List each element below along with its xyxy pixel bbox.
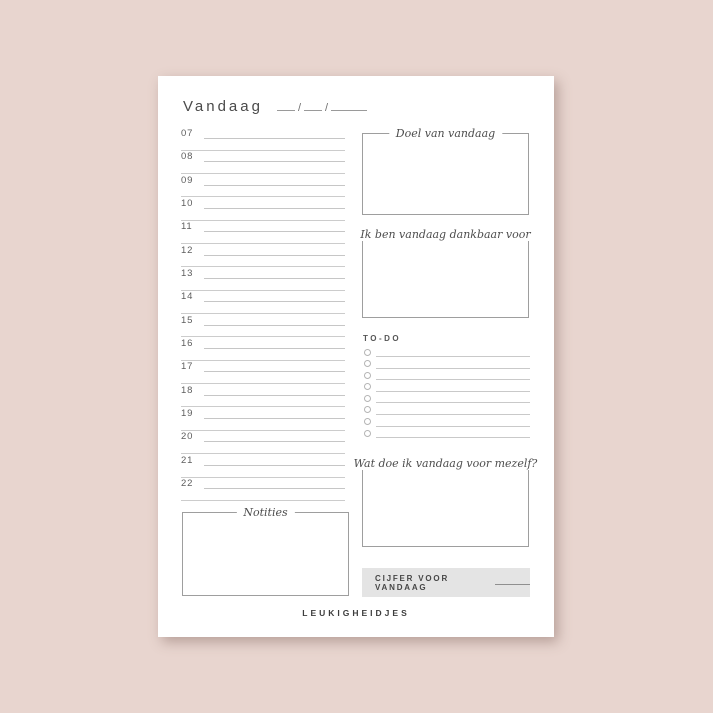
schedule-hour-row [181, 339, 345, 362]
grateful-box[interactable] [360, 228, 531, 318]
schedule-hour-row [181, 456, 345, 479]
grateful-box-title: Ik ben vandaag dankbaar voor [353, 228, 537, 241]
hour-label: 21 [181, 454, 194, 466]
hour-label: 22 [181, 478, 194, 490]
todo-writing-line[interactable] [376, 402, 530, 403]
notes-box[interactable] [182, 506, 349, 596]
todo-row [362, 393, 530, 405]
half-hour-writing-line[interactable] [181, 500, 345, 501]
todo-row [362, 382, 530, 394]
hour-writing-line[interactable] [204, 371, 345, 372]
selfcare-box[interactable] [353, 457, 538, 547]
todo-checkbox[interactable] [364, 372, 371, 379]
half-hour-writing-line[interactable] [181, 290, 345, 291]
hour-writing-line[interactable] [204, 395, 345, 396]
schedule-hour-row [181, 362, 345, 385]
date-month-blank[interactable] [304, 99, 322, 111]
hour-label: 13 [181, 268, 194, 280]
schedule-hour-row [181, 432, 345, 455]
half-hour-writing-line[interactable] [181, 173, 345, 174]
todo-list [362, 347, 530, 440]
hour-label: 12 [181, 244, 194, 256]
todo-writing-line[interactable] [376, 426, 530, 427]
date-field [277, 99, 367, 114]
brand-logo: LEUKIGHEIDJES [302, 608, 410, 618]
hour-label: 10 [181, 198, 194, 210]
hour-writing-line[interactable] [204, 488, 345, 489]
half-hour-writing-line[interactable] [181, 383, 345, 384]
todo-checkbox[interactable] [364, 406, 371, 413]
hour-writing-line[interactable] [204, 255, 345, 256]
todo-checkbox[interactable] [364, 383, 371, 390]
notes-box-title: Notities [236, 506, 294, 519]
half-hour-writing-line[interactable] [181, 477, 345, 478]
grade-bar [362, 568, 530, 597]
todo-checkbox[interactable] [364, 430, 371, 437]
schedule-hour-row [181, 316, 345, 339]
hour-label: 15 [181, 314, 194, 326]
todo-row [362, 428, 530, 440]
page-title: Vandaag [183, 98, 263, 115]
todo-checkbox[interactable] [364, 360, 371, 367]
half-hour-writing-line[interactable] [181, 313, 345, 314]
hour-writing-line[interactable] [204, 161, 345, 162]
schedule-hour-row [181, 129, 345, 152]
grade-writing-line[interactable] [495, 584, 530, 585]
goal-box-title: Doel van vandaag [389, 127, 502, 140]
date-day-blank[interactable] [277, 99, 295, 111]
hour-writing-line[interactable] [204, 138, 345, 139]
date-slash: / [297, 102, 302, 114]
hour-writing-line[interactable] [204, 465, 345, 466]
page-header [183, 98, 367, 115]
hour-label: 11 [181, 221, 193, 233]
half-hour-writing-line[interactable] [181, 406, 345, 407]
schedule-hour-row [181, 479, 345, 502]
todo-writing-line[interactable] [376, 391, 530, 392]
todo-row [362, 359, 530, 371]
hour-writing-line[interactable] [204, 208, 345, 209]
todo-checkbox[interactable] [364, 349, 371, 356]
date-slash: / [325, 102, 329, 114]
hour-writing-line[interactable] [204, 348, 345, 349]
goal-box[interactable] [362, 127, 529, 215]
hour-writing-line[interactable] [204, 418, 345, 419]
selfcare-box-title: Wat doe ik vandaag voor mezelf? [347, 457, 545, 470]
todo-writing-line[interactable] [376, 368, 530, 369]
half-hour-writing-line[interactable] [181, 360, 345, 361]
half-hour-writing-line[interactable] [181, 243, 345, 244]
hour-writing-line[interactable] [204, 185, 345, 186]
todo-writing-line[interactable] [376, 437, 530, 438]
schedule [181, 129, 345, 503]
todo-writing-line[interactable] [376, 414, 530, 415]
schedule-hour-row [181, 386, 345, 409]
todo-row [362, 347, 530, 359]
half-hour-writing-line[interactable] [181, 220, 345, 221]
todo-row [362, 405, 530, 417]
hour-writing-line[interactable] [204, 441, 345, 442]
schedule-hour-row [181, 222, 345, 245]
half-hour-writing-line[interactable] [181, 266, 345, 267]
todo-label: TO-DO [363, 334, 402, 343]
hour-label: 18 [181, 384, 194, 396]
hour-label: 08 [181, 151, 194, 163]
grade-label: CIJFER VOOR VANDAAG [375, 573, 450, 592]
hour-writing-line[interactable] [204, 231, 345, 232]
schedule-hour-row [181, 409, 345, 432]
hour-label: 17 [181, 361, 194, 373]
planner-page [158, 76, 554, 637]
schedule-hour-row [181, 199, 345, 222]
todo-row [362, 370, 530, 382]
half-hour-writing-line[interactable] [181, 150, 345, 151]
hour-label: 07 [181, 128, 194, 139]
schedule-hour-row [181, 176, 345, 199]
todo-writing-line[interactable] [376, 379, 530, 380]
todo-writing-line[interactable] [376, 356, 530, 357]
hour-label: 19 [181, 408, 194, 420]
hour-writing-line[interactable] [204, 301, 345, 302]
todo-row [362, 417, 530, 429]
hour-label: 20 [181, 431, 194, 443]
hour-writing-line[interactable] [204, 325, 345, 326]
todo-checkbox[interactable] [364, 418, 371, 425]
hour-writing-line[interactable] [204, 278, 345, 279]
half-hour-writing-line[interactable] [181, 453, 345, 454]
half-hour-writing-line[interactable] [181, 336, 345, 337]
schedule-hour-row [181, 292, 345, 315]
todo-checkbox[interactable] [364, 395, 371, 402]
schedule-hour-row [181, 246, 345, 269]
schedule-hour-row [181, 152, 345, 175]
schedule-hour-row [181, 269, 345, 292]
half-hour-writing-line[interactable] [181, 196, 345, 197]
hour-label: 09 [181, 174, 194, 186]
date-year-blank[interactable] [331, 99, 367, 111]
half-hour-writing-line[interactable] [181, 430, 345, 431]
hour-label: 14 [181, 291, 194, 303]
hour-label: 16 [181, 338, 194, 350]
